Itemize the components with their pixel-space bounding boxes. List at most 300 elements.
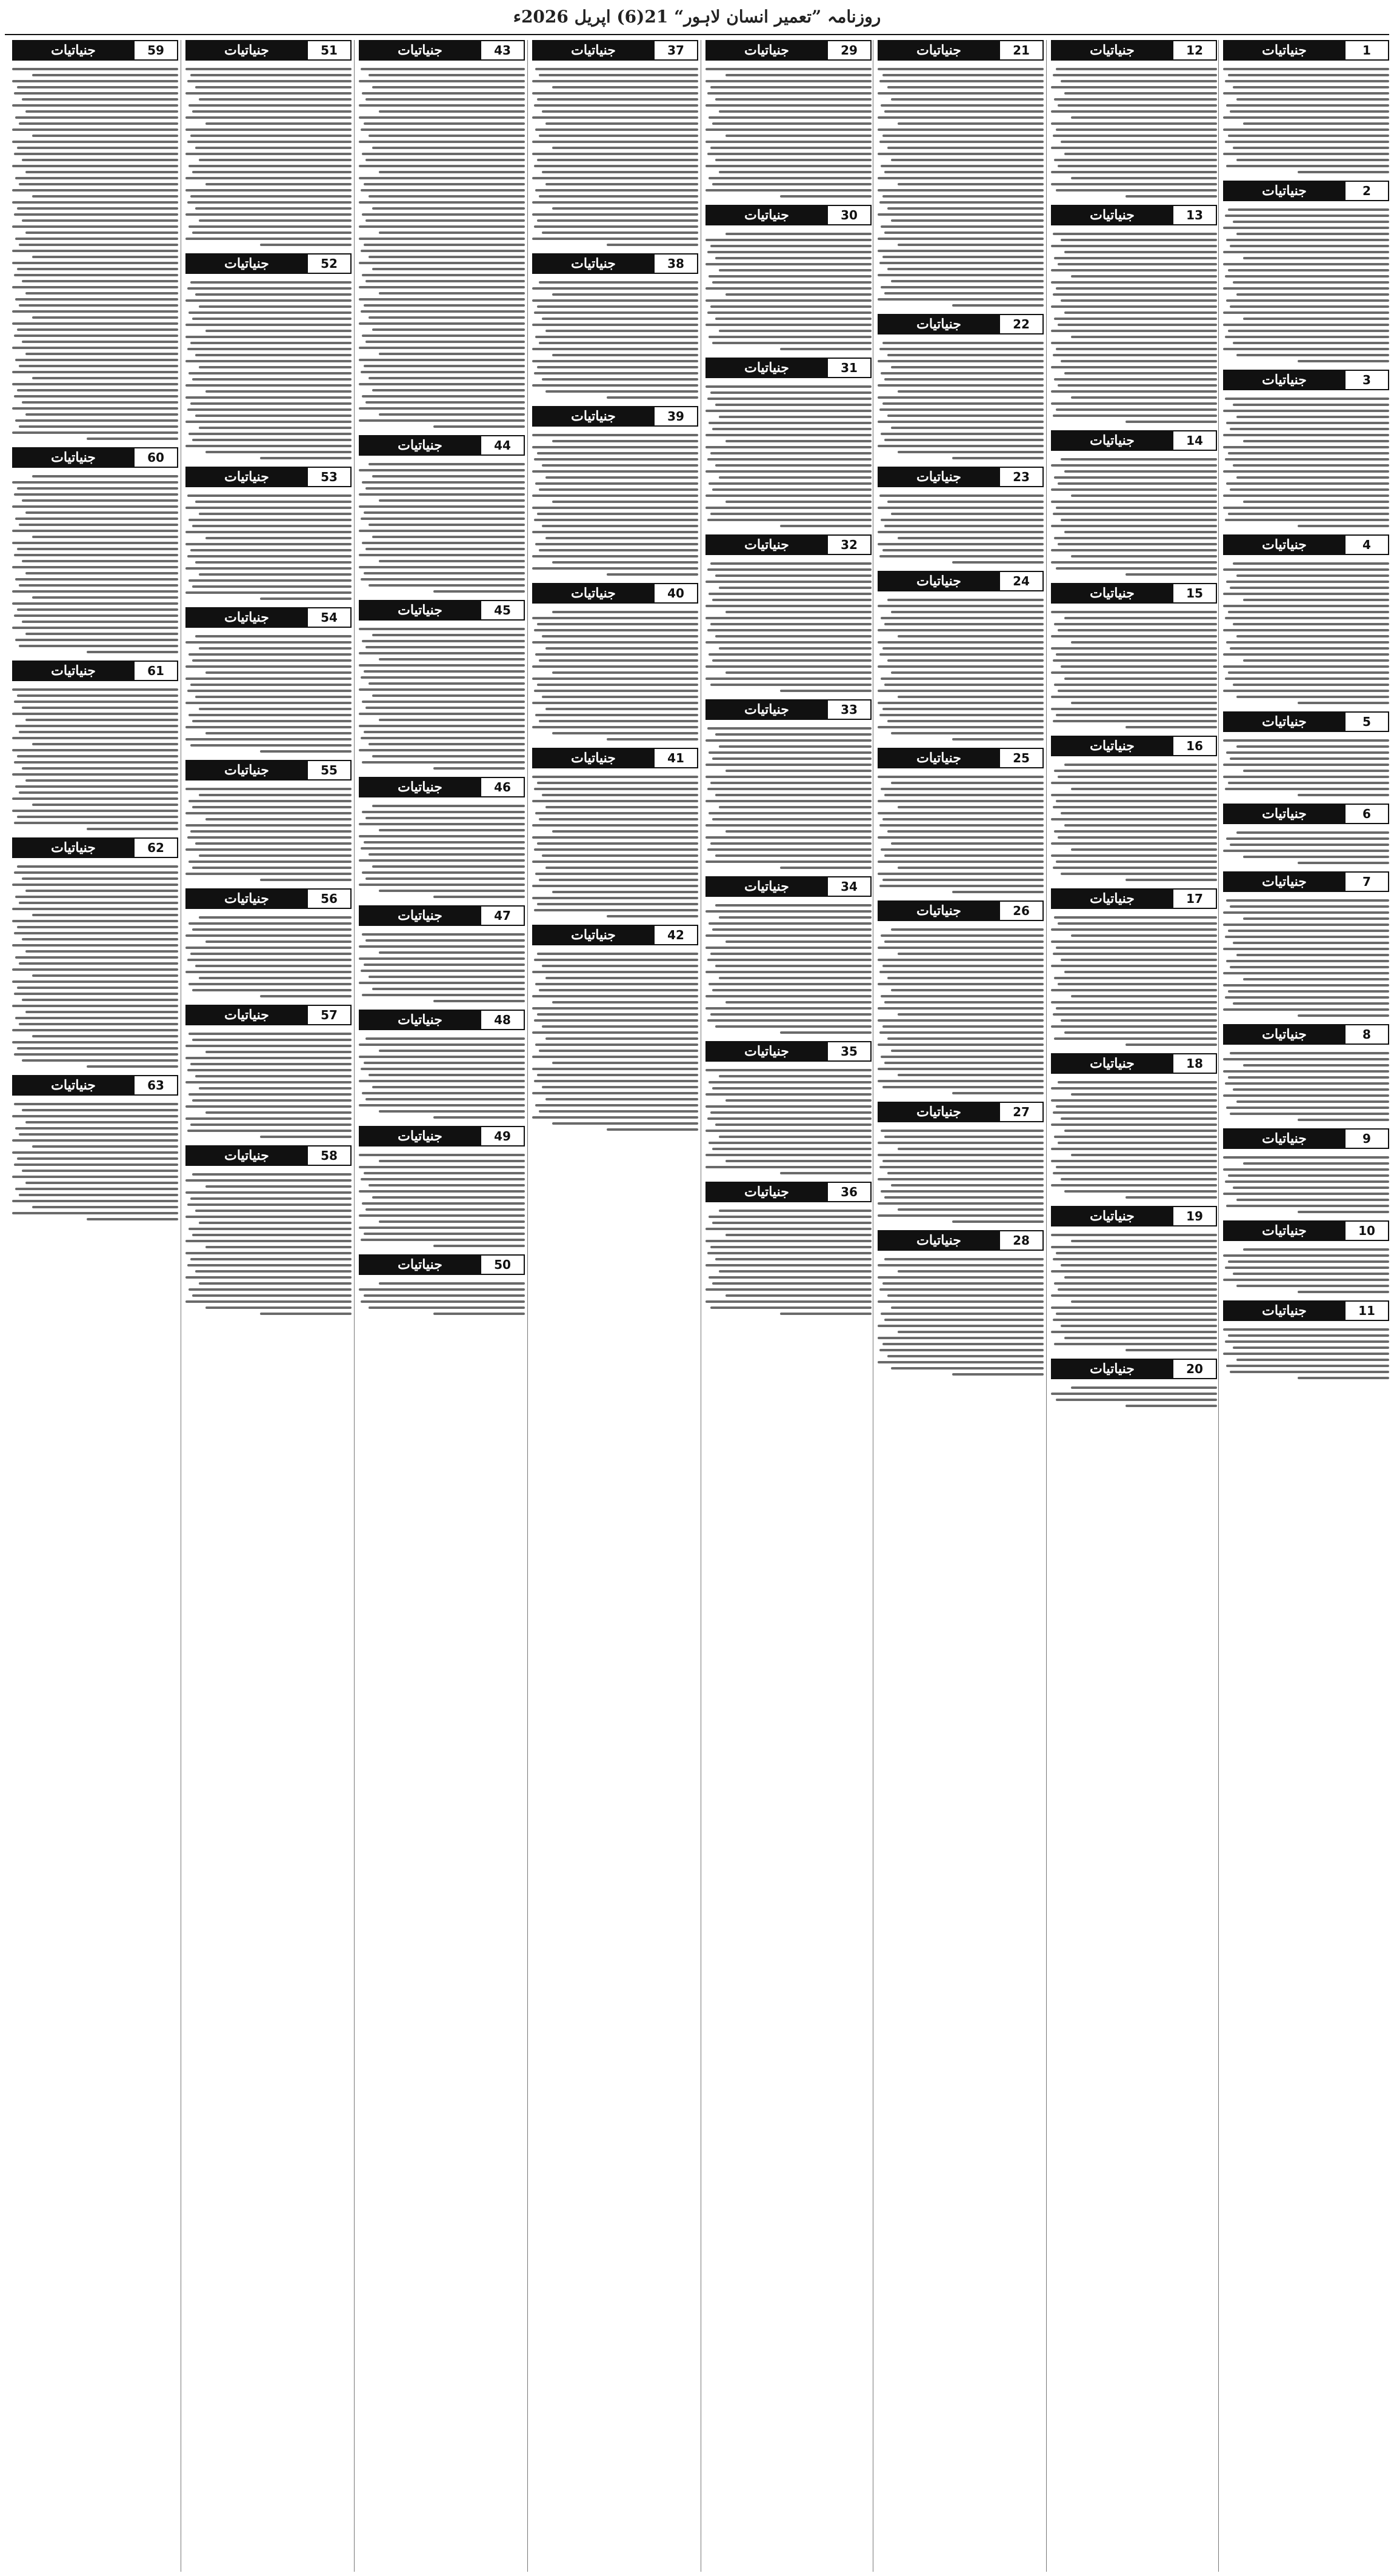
notice-header <box>359 435 525 456</box>
text-line <box>1058 983 1217 985</box>
text-line <box>535 812 698 814</box>
text-line <box>532 897 698 899</box>
text-line <box>1223 593 1389 595</box>
text-line <box>359 982 525 984</box>
notice-section-label: جنیاتیات <box>187 890 307 908</box>
text-line <box>878 947 1044 949</box>
text-line <box>725 440 872 442</box>
notice-section-label: جنیاتیات <box>187 468 307 486</box>
text-line <box>12 920 178 922</box>
text-line <box>359 1214 525 1217</box>
text-line <box>1230 587 1389 589</box>
text-line <box>1053 659 1217 662</box>
text-line <box>881 519 1044 521</box>
text-line <box>362 542 525 544</box>
notice-header <box>1223 534 1389 555</box>
text-line <box>199 98 352 101</box>
text-line <box>878 274 1044 276</box>
notice-header <box>532 925 698 945</box>
text-line <box>14 701 178 703</box>
text-line <box>532 1007 698 1010</box>
notice-header <box>1051 1359 1217 1379</box>
notice-header <box>185 607 352 628</box>
notice-entry <box>878 571 1044 741</box>
notice-number-badge: 10 <box>1344 1222 1388 1240</box>
text-line <box>719 110 872 113</box>
text-line <box>1230 245 1389 247</box>
text-line <box>1054 318 1217 320</box>
text-line <box>17 865 178 868</box>
text-line <box>1051 269 1217 271</box>
text-line <box>552 611 698 613</box>
text-line <box>725 1234 872 1236</box>
notice-number-badge: 63 <box>133 1076 177 1094</box>
column-4 <box>705 40 872 2572</box>
text-line <box>1054 1282 1217 1285</box>
text-line <box>1051 122 1217 125</box>
text-line <box>14 822 178 824</box>
text-line <box>32 256 178 258</box>
text-line <box>1056 1007 1217 1010</box>
notice-entry <box>532 406 698 576</box>
text-line <box>1126 195 1217 198</box>
text-line <box>898 451 1044 453</box>
text-line <box>707 727 872 730</box>
notice-header <box>878 467 1044 487</box>
text-line <box>14 761 178 764</box>
text-line <box>188 1288 352 1291</box>
text-line <box>1053 233 1217 235</box>
text-line <box>364 1294 525 1297</box>
text-line <box>205 1246 352 1248</box>
text-line <box>17 755 178 757</box>
text-line <box>361 68 525 70</box>
text-line <box>190 342 352 344</box>
text-line <box>535 128 698 131</box>
text-line <box>32 914 178 916</box>
text-line <box>369 976 525 978</box>
notice-number-badge: 23 <box>999 468 1042 486</box>
text-line <box>1058 543 1217 545</box>
text-line <box>1233 1088 1389 1091</box>
text-line <box>433 1245 525 1247</box>
text-line <box>185 812 352 814</box>
text-line <box>725 1160 872 1162</box>
notice-entry <box>705 358 872 527</box>
text-line <box>185 591 352 594</box>
text-line <box>534 165 698 167</box>
text-line <box>1058 324 1217 326</box>
text-line <box>365 1098 525 1100</box>
text-line <box>545 1098 698 1100</box>
text-line <box>1051 1184 1217 1186</box>
notice-number-badge: 33 <box>827 701 870 719</box>
notice-body-text <box>12 1096 178 1220</box>
text-line <box>12 944 178 947</box>
text-line <box>1223 507 1389 509</box>
text-line <box>545 122 698 125</box>
text-line <box>705 1105 872 1108</box>
notice-entry <box>359 777 525 898</box>
text-line <box>1054 684 1217 686</box>
text-line <box>884 1196 1044 1199</box>
notice-number-badge: 14 <box>1172 431 1216 450</box>
column-6 <box>359 40 525 2572</box>
text-line <box>707 519 872 521</box>
notice-section-label: جنیاتیات <box>13 41 133 59</box>
text-line <box>199 305 352 308</box>
text-line <box>780 1313 872 1315</box>
text-line <box>887 414 1044 417</box>
text-line <box>185 934 352 937</box>
notice-header <box>878 1230 1044 1251</box>
text-line <box>12 713 178 715</box>
text-line <box>707 458 872 461</box>
text-line <box>187 1069 352 1071</box>
text-line <box>1230 757 1389 760</box>
text-line <box>715 159 872 161</box>
notice-entry <box>1223 804 1389 864</box>
text-line <box>710 684 872 686</box>
text-line <box>709 1216 872 1218</box>
notice-number-badge: 61 <box>133 662 177 680</box>
text-line <box>535 336 698 338</box>
text-line <box>190 684 352 686</box>
text-line <box>1054 378 1217 381</box>
text-line <box>359 713 525 715</box>
text-line <box>369 1306 525 1309</box>
text-line <box>195 147 352 149</box>
text-line <box>1054 977 1217 979</box>
notice-number-badge: 31 <box>827 359 870 377</box>
text-line <box>542 635 698 637</box>
notice-entry <box>878 1102 1044 1223</box>
notice-entry <box>359 435 525 593</box>
text-line <box>25 231 178 234</box>
text-line <box>1051 1087 1217 1090</box>
text-line <box>881 1056 1044 1058</box>
text-line <box>25 890 178 892</box>
text-line <box>1071 1300 1217 1303</box>
text-line <box>1223 972 1389 974</box>
text-line <box>710 953 872 955</box>
text-line <box>878 1142 1044 1144</box>
notice-number-badge: 39 <box>653 407 697 425</box>
text-line <box>1223 263 1389 265</box>
text-line <box>195 1270 352 1273</box>
text-line <box>725 1001 872 1003</box>
text-line <box>1225 398 1389 400</box>
text-line <box>532 726 698 728</box>
text-line <box>1064 1276 1217 1279</box>
text-line <box>190 830 352 833</box>
text-line <box>12 165 178 167</box>
text-line <box>545 977 698 979</box>
text-line <box>725 74 872 76</box>
text-line <box>185 507 352 509</box>
notice-entry <box>359 905 525 1002</box>
text-line <box>705 1240 872 1242</box>
text-line <box>1223 739 1389 742</box>
notice-entry <box>1223 1128 1389 1213</box>
text-line <box>1233 1273 1389 1275</box>
text-line <box>1223 227 1389 229</box>
text-line <box>12 250 178 252</box>
text-line <box>14 92 178 95</box>
notice-section-label: جنیاتیات <box>1224 1222 1344 1240</box>
text-line <box>362 994 525 996</box>
notice-body-text <box>359 1030 525 1119</box>
text-line <box>532 177 698 179</box>
text-line <box>1064 1337 1217 1339</box>
text-line <box>365 707 525 709</box>
text-line <box>780 1031 872 1034</box>
text-line <box>1225 1180 1389 1183</box>
text-line <box>891 159 1044 161</box>
text-line <box>365 1208 525 1211</box>
notice-header <box>705 40 872 61</box>
text-line <box>552 501 698 503</box>
text-line <box>187 690 352 692</box>
text-line <box>552 1122 698 1125</box>
text-line <box>952 891 1044 893</box>
text-line <box>1061 1117 1217 1120</box>
notice-header <box>1223 1220 1389 1241</box>
text-line <box>1298 525 1389 527</box>
text-line <box>12 104 178 107</box>
text-line <box>532 141 698 143</box>
text-line <box>190 74 352 76</box>
text-line <box>1236 476 1389 479</box>
text-line <box>1061 1264 1217 1266</box>
text-line <box>1228 1076 1389 1079</box>
text-line <box>534 519 698 521</box>
notice-header <box>359 905 525 926</box>
text-line <box>359 141 525 143</box>
text-line <box>1223 1156 1389 1159</box>
notice-header <box>185 467 352 487</box>
text-line <box>359 505 525 508</box>
notice-entry <box>1223 1220 1389 1293</box>
notice-section-label: جنیاتیات <box>1052 890 1172 908</box>
text-line <box>1236 416 1389 418</box>
notice-entry <box>878 748 1044 893</box>
text-line <box>22 767 178 770</box>
text-line <box>32 135 178 137</box>
text-line <box>12 225 178 228</box>
text-line <box>534 629 698 631</box>
notice-number-badge: 13 <box>1172 206 1216 224</box>
text-line <box>12 80 178 82</box>
text-line <box>185 641 352 644</box>
notice-section-label: جنیاتیات <box>533 255 653 273</box>
text-line <box>532 324 698 326</box>
text-line <box>1225 617 1389 619</box>
text-line <box>187 494 352 497</box>
text-line <box>532 507 698 509</box>
column-7 <box>185 40 352 2572</box>
text-line <box>361 578 525 581</box>
text-line <box>881 286 1044 288</box>
text-line <box>1051 525 1217 527</box>
text-line <box>12 530 178 532</box>
text-line <box>1223 1254 1389 1257</box>
text-line <box>14 1103 178 1105</box>
text-line <box>12 797 178 800</box>
text-line <box>952 457 1044 459</box>
text-line <box>1225 215 1389 217</box>
notice-header <box>1223 181 1389 201</box>
text-line <box>879 971 1044 973</box>
text-line <box>359 945 525 948</box>
notice-number-badge: 40 <box>653 584 697 602</box>
text-line <box>537 953 698 955</box>
text-line <box>369 377 525 379</box>
text-line <box>878 1019 1044 1022</box>
text-line <box>12 383 178 385</box>
text-line <box>1051 305 1217 308</box>
notice-number-badge: 36 <box>827 1183 870 1201</box>
text-line <box>359 116 525 119</box>
text-line <box>185 726 352 728</box>
text-line <box>607 738 698 741</box>
text-line <box>1071 555 1217 557</box>
text-line <box>19 365 178 367</box>
notice-number-badge: 58 <box>307 1147 350 1165</box>
notice-header <box>185 1145 352 1166</box>
text-line <box>878 690 1044 692</box>
text-line <box>32 974 178 977</box>
notice-body-text <box>1223 1149 1389 1213</box>
text-line <box>891 1306 1044 1309</box>
notice-section-label: جنیاتیات <box>1224 536 1344 554</box>
text-line <box>1223 311 1389 314</box>
text-line <box>1223 690 1389 692</box>
text-line <box>1051 86 1217 88</box>
text-line <box>878 68 1044 70</box>
text-line <box>878 189 1044 191</box>
text-line <box>709 275 872 278</box>
text-line <box>1230 1052 1389 1054</box>
text-line <box>361 1178 525 1180</box>
text-line <box>891 219 1044 222</box>
text-line <box>1051 928 1217 931</box>
notice-number-badge: 19 <box>1172 1207 1216 1225</box>
text-line <box>1223 1328 1389 1331</box>
text-line <box>199 427 352 429</box>
text-line <box>710 562 872 565</box>
text-line <box>1053 806 1217 808</box>
text-line <box>878 421 1044 423</box>
notice-header <box>532 40 698 61</box>
text-line <box>952 561 1044 564</box>
text-line <box>15 177 178 179</box>
text-line <box>379 499 525 502</box>
text-line <box>1243 917 1389 920</box>
text-line <box>884 1136 1044 1138</box>
notice-body-text <box>705 1062 872 1174</box>
text-line <box>1126 573 1217 576</box>
text-line <box>1228 990 1389 993</box>
text-line <box>1226 837 1389 840</box>
text-line <box>433 1313 525 1315</box>
notice-header <box>1051 888 1217 909</box>
notice-entry <box>532 583 698 741</box>
notice-number-badge: 53 <box>307 468 350 486</box>
text-line <box>1236 1199 1389 1201</box>
notice-body-text <box>185 1166 352 1315</box>
text-line <box>25 1182 178 1184</box>
notice-body-text <box>705 1202 872 1315</box>
notice-entry <box>185 888 352 997</box>
text-line <box>364 964 525 966</box>
text-line <box>705 189 872 191</box>
text-line <box>705 385 872 388</box>
text-line <box>372 865 525 868</box>
text-line <box>192 110 352 113</box>
text-line <box>17 86 178 88</box>
text-line <box>1233 1346 1389 1349</box>
text-line <box>1225 936 1389 938</box>
text-line <box>1223 665 1389 668</box>
text-line <box>1223 1058 1389 1060</box>
notice-number-badge: 52 <box>307 255 350 273</box>
text-line <box>709 177 872 179</box>
text-line <box>379 171 525 173</box>
notice-section-label: جنیاتیات <box>533 749 653 767</box>
text-line <box>12 602 178 605</box>
text-line <box>1056 68 1217 70</box>
text-line <box>1223 434 1389 436</box>
text-line <box>359 859 525 862</box>
text-line <box>379 1050 525 1052</box>
text-line <box>1233 86 1389 88</box>
text-line <box>199 513 352 515</box>
text-line <box>199 916 352 919</box>
text-line <box>878 1043 1044 1046</box>
text-line <box>372 268 525 270</box>
notice-header <box>12 661 178 681</box>
text-line <box>365 401 525 404</box>
text-line <box>1054 1136 1217 1138</box>
text-line <box>1223 348 1389 350</box>
text-line <box>1226 299 1389 302</box>
text-line <box>1051 940 1217 943</box>
text-line <box>545 183 698 185</box>
text-line <box>552 147 698 149</box>
notice-body-text <box>705 225 872 350</box>
text-line <box>22 1170 178 1172</box>
text-line <box>705 776 872 778</box>
text-line <box>188 104 352 107</box>
notice-body-text <box>1051 1379 1217 1407</box>
text-line <box>879 408 1044 411</box>
text-line <box>878 812 1044 814</box>
text-line <box>535 873 698 875</box>
notice-number-badge: 34 <box>827 877 870 896</box>
text-line <box>1225 1266 1389 1269</box>
text-line <box>17 816 178 818</box>
text-line <box>199 794 352 796</box>
text-line <box>705 104 872 107</box>
text-line <box>1233 147 1389 149</box>
text-line <box>87 1065 178 1068</box>
text-line <box>362 92 525 95</box>
notice-entry <box>12 837 178 1068</box>
text-line <box>1071 934 1217 937</box>
text-line <box>17 487 178 490</box>
notice-body-text <box>359 797 525 898</box>
